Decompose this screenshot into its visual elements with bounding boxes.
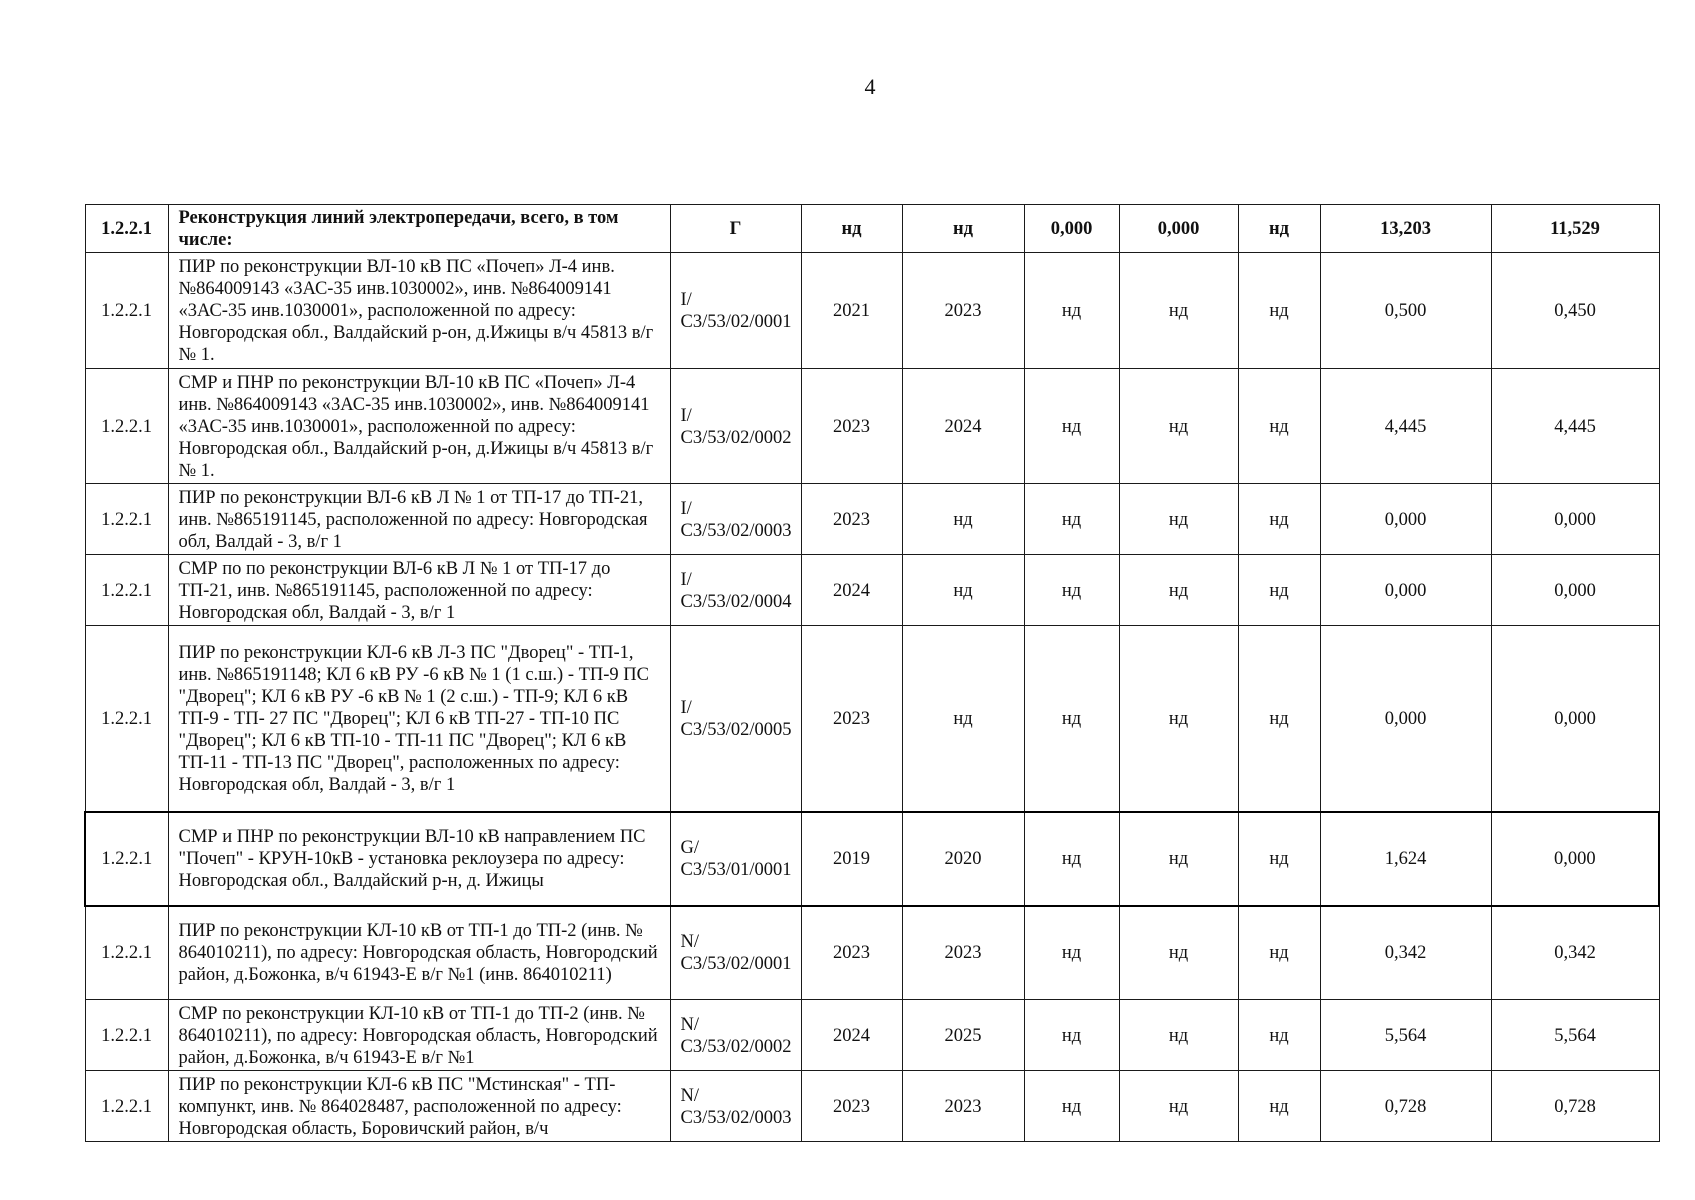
row-value-2: нд [1119, 484, 1238, 555]
row-year-start: 2019 [801, 812, 902, 906]
row-year-end: 2023 [902, 1071, 1024, 1142]
row-value-5: 0,728 [1491, 1071, 1659, 1142]
row-year-end: 2024 [902, 369, 1024, 484]
row-code: I/С3/53/02/0003 [670, 484, 801, 555]
row-year-end: нд [902, 555, 1024, 626]
table-row [85, 1000, 1659, 1071]
table-row-total [85, 205, 1659, 253]
row-value-5: 0,450 [1491, 253, 1659, 369]
row-value-5: 0,000 [1491, 555, 1659, 626]
row-value-3: нд [1238, 906, 1320, 1000]
row-value-3: нд [1238, 812, 1320, 906]
row-code: I/С3/53/02/0004 [670, 555, 801, 626]
row-value-1: нд [1024, 626, 1119, 812]
row-value-1: нд [1024, 1071, 1119, 1142]
row-value-4: 0,000 [1320, 555, 1491, 626]
row-value-3: нд [1238, 555, 1320, 626]
row-year-end: нд [902, 205, 1024, 253]
row-description: Реконструкция линий электропередачи, всего, в том числе: [168, 205, 670, 253]
investment-table [84, 204, 1660, 1142]
table-row-highlighted [85, 812, 1659, 906]
row-value-3: нд [1238, 1071, 1320, 1142]
row-number: 1.2.2.1 [85, 1000, 168, 1071]
table-row [85, 626, 1659, 812]
row-value-5: 0,000 [1491, 484, 1659, 555]
row-year-end: 2020 [902, 812, 1024, 906]
row-description: ПИР по реконструкции КЛ-6 кВ Л-3 ПС "Дворец" - ТП-1, инв. №865191148; КЛ 6 кВ РУ -6 кВ № 1 (1 с.ш.) - ТП-9 ПС "Дворец"; КЛ 6 кВ РУ -6 кВ № 1 (2 с.ш.) - ТП-9; КЛ 6 кВ ТП-9 - ТП- 27 ПС "Дворец"; КЛ 6 кВ ТП-27 - ТП-10 ПС "Дворец"; КЛ 6 кВ ТП-10 - ТП-11 ПС "Дворец"; КЛ 6 кВ ТП-11 - ТП-13 ПС "Дворец", расположенных по адресу: Новгородская обл, Валдай - 3, в/г 1 [168, 626, 670, 812]
row-value-1: нд [1024, 1000, 1119, 1071]
row-year-end: 2023 [902, 906, 1024, 1000]
row-code: N/С3/53/02/0002 [670, 1000, 801, 1071]
row-value-3: нд [1238, 484, 1320, 555]
row-number: 1.2.2.1 [85, 1071, 168, 1142]
row-value-4: 1,624 [1320, 812, 1491, 906]
row-value-2: нд [1119, 369, 1238, 484]
row-value-1: нд [1024, 906, 1119, 1000]
table-row [85, 253, 1659, 369]
row-description: СМР и ПНР по реконструкции ВЛ-10 кВ направлением ПС "Почеп" - КРУН-10кВ - установка реклоузера по адресу: Новгородская обл., Валдайский р-н, д. Ижицы [168, 812, 670, 906]
row-value-4: 4,445 [1320, 369, 1491, 484]
row-number: 1.2.2.1 [85, 205, 168, 253]
row-number: 1.2.2.1 [85, 906, 168, 1000]
row-year-end: нд [902, 626, 1024, 812]
row-value-3: нд [1238, 205, 1320, 253]
row-value-5: 5,564 [1491, 1000, 1659, 1071]
row-value-4: 0,000 [1320, 626, 1491, 812]
row-year-end: 2023 [902, 253, 1024, 369]
row-value-5: 11,529 [1491, 205, 1659, 253]
row-value-3: нд [1238, 369, 1320, 484]
row-value-4: 13,203 [1320, 205, 1491, 253]
row-description: СМР по реконструкции КЛ-10 кВ от ТП-1 до ТП-2 (инв. № 864010211), по адресу: Новгородская область, Новгородский район, д.Божонка, в/ч 61943-Е в/г №1 [168, 1000, 670, 1071]
row-value-2: 0,000 [1119, 205, 1238, 253]
row-number: 1.2.2.1 [85, 484, 168, 555]
row-year-start: нд [801, 205, 902, 253]
row-value-1: нд [1024, 484, 1119, 555]
table-row [85, 1071, 1659, 1142]
row-number: 1.2.2.1 [85, 253, 168, 369]
row-value-4: 5,564 [1320, 1000, 1491, 1071]
row-value-4: 0,500 [1320, 253, 1491, 369]
row-number: 1.2.2.1 [85, 812, 168, 906]
row-description: СМР по по реконструкции ВЛ-6 кВ Л № 1 от ТП-17 до ТП-21, инв. №865191145, расположенной по адресу: Новгородская обл, Валдай - 3, в/г 1 [168, 555, 670, 626]
row-value-2: нд [1119, 555, 1238, 626]
row-year-start: 2024 [801, 1000, 902, 1071]
row-description: ПИР по реконструкции КЛ-6 кВ ПС "Мстинская" - ТП- компункт, инв. № 864028487, расположенной по адресу: Новгородская область, Боровичский район, в/ч [168, 1071, 670, 1142]
row-description: СМР и ПНР по реконструкции ВЛ-10 кВ ПС «Почеп» Л-4 инв. №864009143 «3АС-35 инв.1030002», инв. №864009141 «3АС-35 инв.1030001», расположенной по адресу: Новгородская обл., Валдайский р-он, д.Ижицы в/ч 45813 в/г № 1. [168, 369, 670, 484]
row-description: ПИР по реконструкции КЛ-10 кВ от ТП-1 до ТП-2 (инв. № 864010211), по адресу: Новгородская область, Новгородский район, д.Божонка, в/ч 61943-Е в/г №1 (инв. 864010211) [168, 906, 670, 1000]
row-value-4: 0,000 [1320, 484, 1491, 555]
row-value-1: нд [1024, 253, 1119, 369]
row-value-5: 4,445 [1491, 369, 1659, 484]
row-value-2: нд [1119, 253, 1238, 369]
row-value-2: нд [1119, 626, 1238, 812]
row-value-3: нд [1238, 1000, 1320, 1071]
row-value-2: нд [1119, 1000, 1238, 1071]
row-value-2: нд [1119, 1071, 1238, 1142]
row-code: I/С3/53/02/0005 [670, 626, 801, 812]
row-year-end: нд [902, 484, 1024, 555]
row-value-1: нд [1024, 369, 1119, 484]
table-row [85, 484, 1659, 555]
row-year-start: 2023 [801, 906, 902, 1000]
row-value-5: 0,000 [1491, 626, 1659, 812]
row-value-1: 0,000 [1024, 205, 1119, 253]
row-value-3: нд [1238, 253, 1320, 369]
row-number: 1.2.2.1 [85, 626, 168, 812]
row-value-3: нд [1238, 626, 1320, 812]
row-number: 1.2.2.1 [85, 555, 168, 626]
row-code: I/С3/53/02/0002 [670, 369, 801, 484]
row-value-2: нд [1119, 812, 1238, 906]
row-description: ПИР по реконструкции ВЛ-6 кВ Л № 1 от ТП-17 до ТП-21, инв. №865191145, расположенной по адресу: Новгородская обл, Валдай - 3, в/г 1 [168, 484, 670, 555]
row-year-start: 2023 [801, 484, 902, 555]
row-code: Г [670, 205, 801, 253]
row-value-2: нд [1119, 906, 1238, 1000]
row-value-5: 0,000 [1491, 812, 1659, 906]
row-code: N/С3/53/02/0001 [670, 906, 801, 1000]
table-row [85, 555, 1659, 626]
row-code: G/С3/53/01/0001 [670, 812, 801, 906]
row-value-4: 0,342 [1320, 906, 1491, 1000]
table-row [85, 369, 1659, 484]
row-description: ПИР по реконструкции ВЛ-10 кВ ПС «Почеп» Л-4 инв. №864009143 «3АС-35 инв.1030002», инв. №864009141 «3АС-35 инв.1030001», расположенной по адресу: Новгородская обл., Валдайский р-он, д.Ижицы в/ч 45813 в/г № 1. [168, 253, 670, 369]
row-year-start: 2023 [801, 369, 902, 484]
row-code: I/С3/53/02/0001 [670, 253, 801, 369]
row-value-1: нд [1024, 555, 1119, 626]
row-year-start: 2023 [801, 626, 902, 812]
row-number: 1.2.2.1 [85, 369, 168, 484]
row-year-start: 2023 [801, 1071, 902, 1142]
row-value-5: 0,342 [1491, 906, 1659, 1000]
table-row [85, 906, 1659, 1000]
row-year-start: 2021 [801, 253, 902, 369]
row-code: N/С3/53/02/0003 [670, 1071, 801, 1142]
row-value-1: нд [1024, 812, 1119, 906]
row-value-4: 0,728 [1320, 1071, 1491, 1142]
row-year-end: 2025 [902, 1000, 1024, 1071]
row-year-start: 2024 [801, 555, 902, 626]
page-number: 4 [864, 74, 876, 99]
